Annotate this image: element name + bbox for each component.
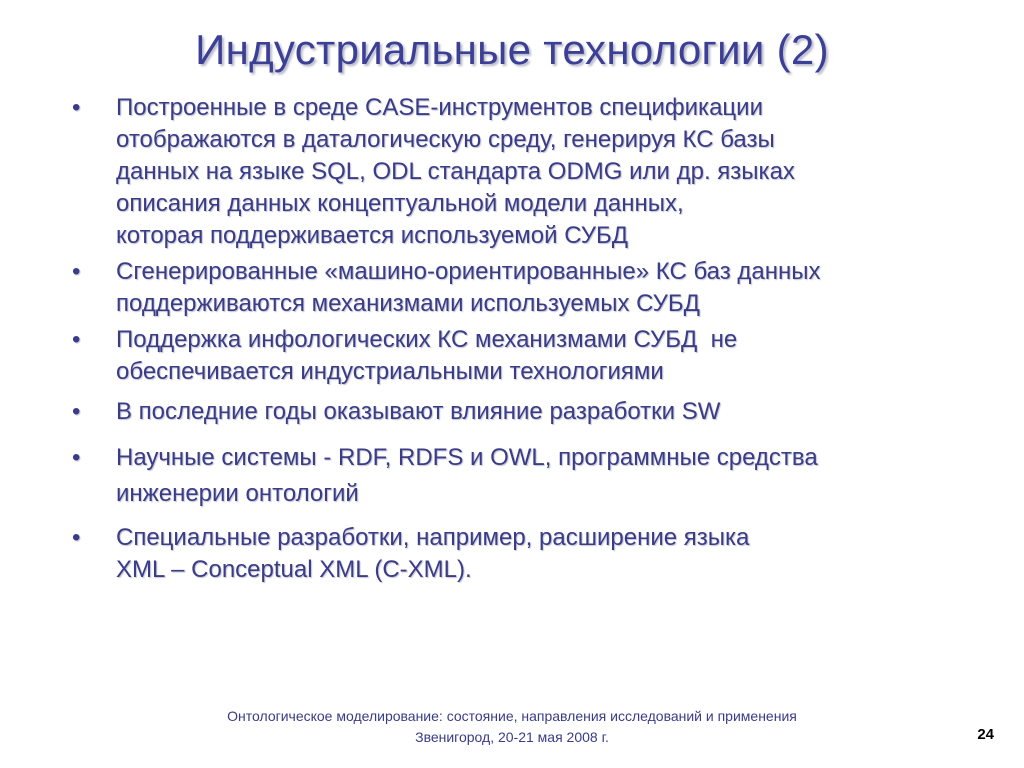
bullet-dot-icon: • xyxy=(72,524,81,551)
bullet-line: поддерживаются механизмами используемых СУБД xyxy=(116,290,700,317)
bullet-item-3 xyxy=(70,324,970,388)
bullet-dot-icon: • xyxy=(72,94,81,121)
bullet-item-5 xyxy=(70,440,970,512)
footer-line-2: Звенигород, 20-21 мая 2008 г. xyxy=(415,729,609,745)
bullet-list xyxy=(70,92,970,586)
slide-title: Индустриальные технологии (2) xyxy=(195,26,829,73)
bullet-dot-icon: • xyxy=(72,326,81,353)
bullet-line: которая поддерживается используемой СУБД xyxy=(116,222,629,249)
bullet-line: Специальные разработки, например, расширение языка xyxy=(116,524,750,551)
bullet-line: Сгенерированные «машино-ориентированные» КС баз данных xyxy=(116,258,821,285)
bullet-line: Научные системы - RDF, RDFS и OWL, программные средства xyxy=(116,444,818,471)
footer-line-1: Онтологическое моделирование: состояние, направления исследований и применения xyxy=(227,708,797,724)
slide-footer xyxy=(0,706,1024,748)
bullet-line: Построенные в среде CASE-инструментов спецификации xyxy=(116,94,763,121)
bullet-line: данных на языке SQL, ODL стандарта ODMG или др. языках xyxy=(116,158,795,185)
bullet-line: В последние годы оказывают влияние разработки SW xyxy=(116,398,721,425)
bullet-dot-icon: • xyxy=(72,258,81,285)
bullet-item-6 xyxy=(70,522,970,586)
bullet-item-4 xyxy=(70,396,970,428)
bullet-line: обеспечивается индустриальными технологиями xyxy=(116,358,664,385)
bullet-dot-icon: • xyxy=(72,398,81,425)
bullet-line: описания данных концептуальной модели данных, xyxy=(116,190,684,217)
bullet-line: отображаются в даталогическую среду, генерируя КС базы xyxy=(116,126,775,153)
bullet-item-2 xyxy=(70,256,970,320)
bullet-dot-icon: • xyxy=(72,444,81,471)
bullet-line: XML – Conceptual XML (C-XML). xyxy=(116,556,472,583)
page-number: 24 xyxy=(977,726,994,743)
bullet-item-1 xyxy=(70,92,970,252)
bullet-line: инженерии онтологий xyxy=(116,480,359,507)
bullet-line: Поддержка инфологических КС механизмами СУБД не xyxy=(116,326,738,353)
